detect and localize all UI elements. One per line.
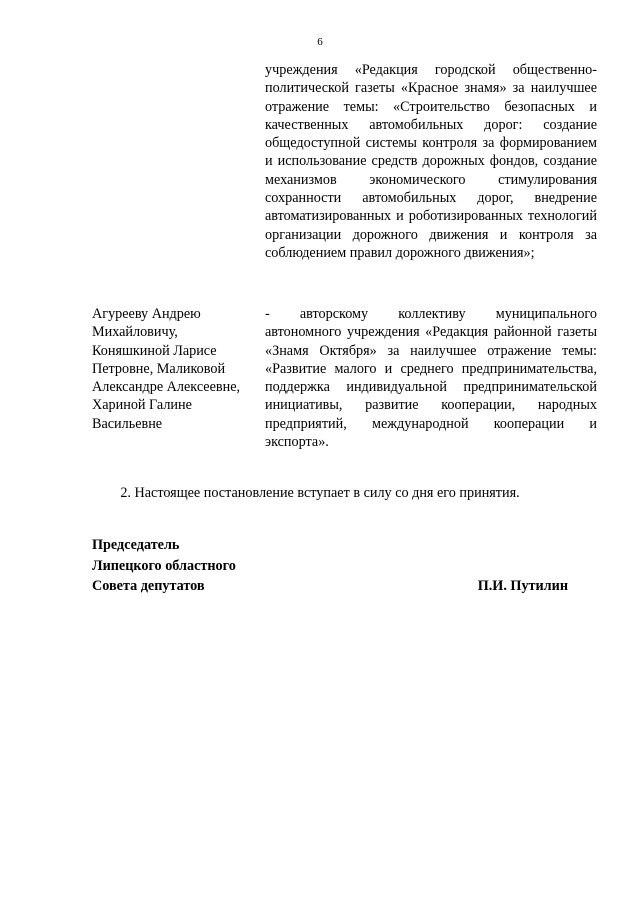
recipient-line: Васильевне — [92, 415, 163, 432]
recipient-line: Александре Алексеевне, — [92, 379, 241, 396]
recipients-names — [92, 305, 262, 433]
signature-title-line: Председатель — [92, 537, 180, 553]
recipient-line: Агурееву Андрею — [92, 306, 201, 322]
signer-name: П.И. Путилин — [477, 578, 568, 594]
recipient-line: Петровне, Маликовой — [92, 360, 226, 377]
signature-title — [92, 535, 236, 597]
recipient-line: Хариной Галине — [92, 397, 192, 414]
recipient-line: Михайловичу, — [92, 324, 178, 341]
second-award-text: - авторскому коллективу муниципального автономного учреждения «Редакция районной газеты «Знамя Октября» за наилучшее отражение темы: «Развитие малого и среднего предпринимательства, поддержка индивидуальной предпринимательской инициативы, развитие кооперации, народных предприятий, международной кооперации и экспорта». — [265, 306, 597, 451]
recipient-line: Коняшкиной Ларисе — [92, 342, 217, 359]
decree-item: 2. Настоящее постановление вступает в силу со дня его принятия. — [120, 485, 520, 501]
page-number: 6 — [317, 36, 323, 48]
signature-title-line: Липецкого областного — [92, 557, 236, 574]
signature-title-line: Совета депутатов — [92, 578, 205, 594]
first-award-text: учреждения «Редакция городской общественно-политической газеты «Красное знамя» за наилучшее отражение темы: «Строительство безопасных и качественных автомобильных дорог: создание общедоступной системы контроля за формированием и использование средств дорожных фондов, создание механизмов экономического стимулирования сохранности автомобильных дорог, внедрение автоматизированных и роботизированных технологий организации дорожного движения и контроля за соблюдением правил дорожного движения»; — [265, 62, 597, 261]
